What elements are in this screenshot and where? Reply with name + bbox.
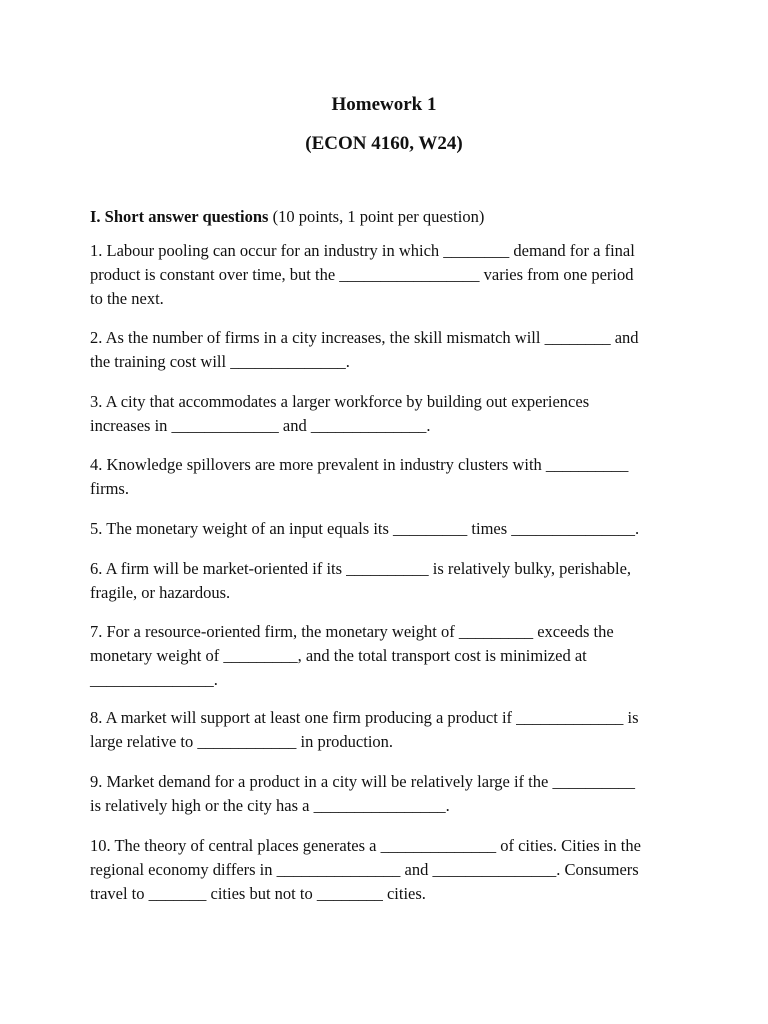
question-line: firms. — [90, 479, 129, 498]
question-line: 4. Knowledge spillovers are more prevalent in industry clusters with __________ — [90, 455, 629, 474]
question-7 — [90, 620, 690, 692]
question-line: 9. Market demand for a product in a city will be relatively large if the __________ — [90, 772, 635, 791]
question-line: 1. Labour pooling can occur for an industry in which ________ demand for a final — [90, 241, 635, 260]
question-line: to the next. — [90, 289, 164, 308]
question-line: product is constant over time, but the _________________ varies from one period — [90, 265, 634, 284]
section-heading: I. Short answer questions — [90, 207, 269, 226]
question-2 — [90, 326, 690, 374]
question-line: regional economy differs in _______________ and _______________. Consumers — [90, 860, 639, 879]
question-line: increases in _____________ and ______________. — [90, 416, 431, 435]
question-8 — [90, 706, 690, 754]
question-6 — [90, 557, 690, 605]
question-1 — [90, 239, 690, 311]
question-line: _______________. — [90, 670, 218, 689]
question-10 — [90, 834, 690, 906]
question-line: 8. A market will support at least one firm producing a product if _____________ is — [90, 708, 639, 727]
question-3 — [90, 390, 690, 438]
document-title: Homework 1 — [331, 94, 437, 115]
question-line: monetary weight of _________, and the total transport cost is minimized at — [90, 646, 587, 665]
document-subtitle: (ECON 4160, W24) — [305, 133, 463, 154]
question-line: is relatively high or the city has a ________________. — [90, 796, 450, 815]
question-line: fragile, or hazardous. — [90, 583, 231, 602]
section-header — [90, 205, 484, 229]
question-4 — [90, 453, 690, 501]
question-line: 6. A firm will be market-oriented if its __________ is relatively bulky, perishable, — [90, 559, 632, 578]
question-line: the training cost will ______________. — [90, 352, 350, 371]
question-line: 10. The theory of central places generates a ______________ of cities. Cities in the — [90, 836, 641, 855]
question-line: 5. The monetary weight of an input equals its _________ times _______________. — [90, 519, 640, 538]
question-5 — [90, 517, 690, 541]
question-line: 7. For a resource-oriented firm, the monetary weight of _________ exceeds the — [90, 622, 614, 641]
question-line: 2. As the number of firms in a city increases, the skill mismatch will ________ and — [90, 328, 639, 347]
question-line: large relative to ____________ in production. — [90, 732, 394, 751]
section-points-note: (10 points, 1 point per question) — [268, 207, 485, 226]
question-line: travel to _______ cities but not to ________ cities. — [90, 884, 426, 903]
question-line: 3. A city that accommodates a larger workforce by building out experiences — [90, 392, 590, 411]
question-9 — [90, 770, 690, 818]
